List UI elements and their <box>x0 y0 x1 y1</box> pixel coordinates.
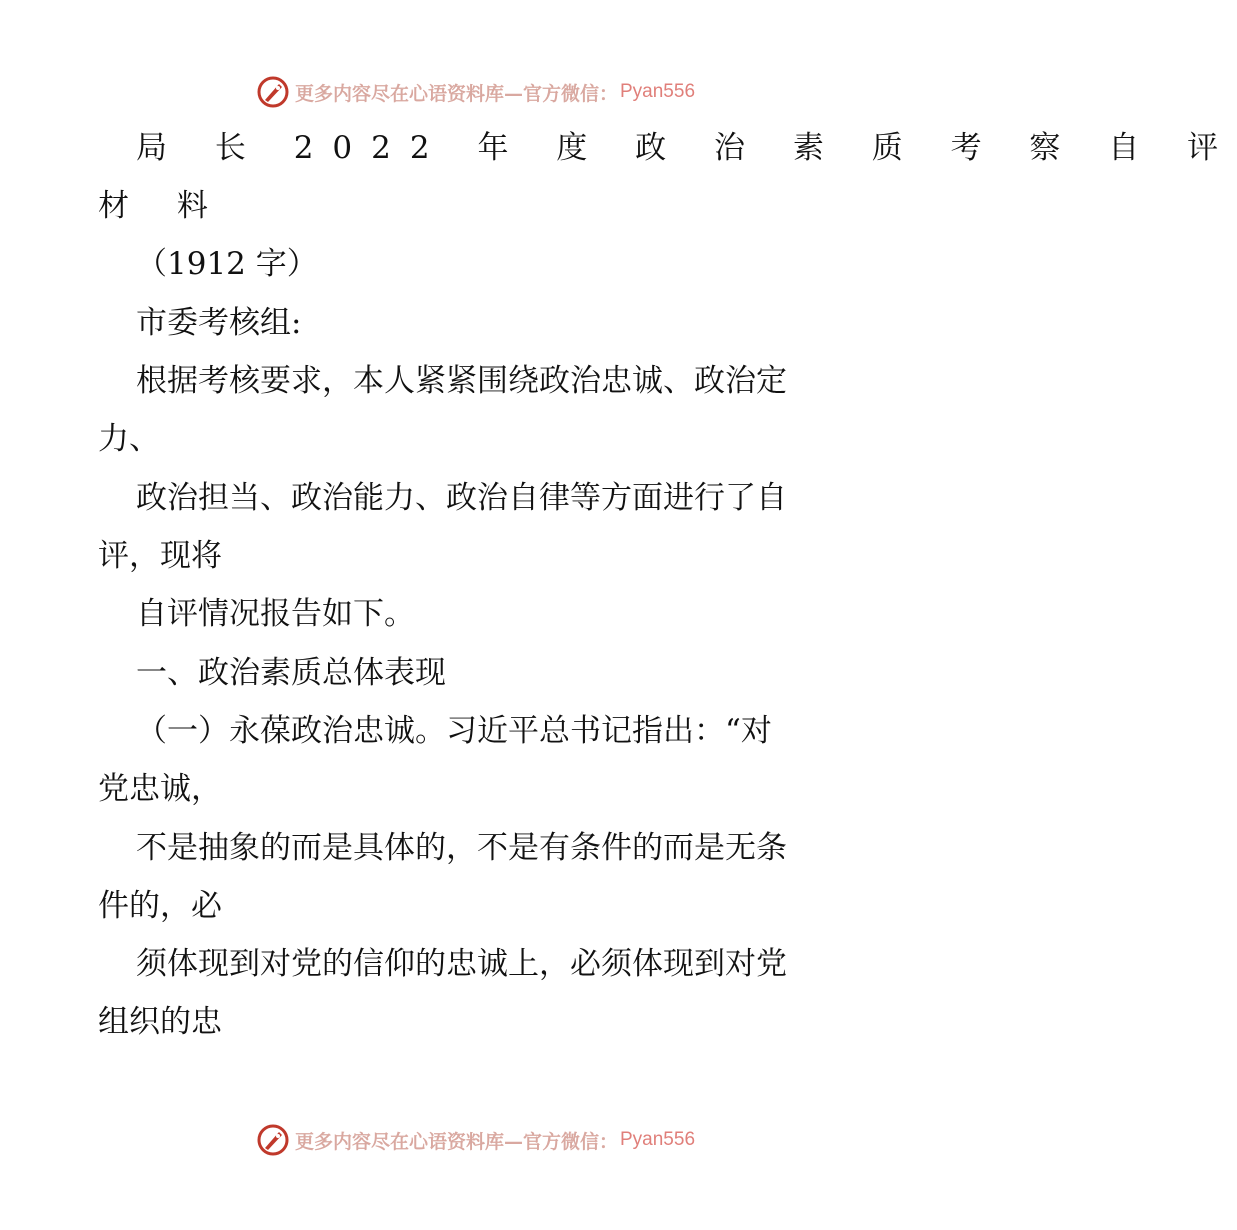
paragraph-line: 须体现到对党的信仰的忠诚上，必须体现到对党 <box>136 946 787 982</box>
document-title-line-2: 材 料 <box>98 188 227 224</box>
pen-nib-logo-icon <box>255 1122 291 1158</box>
watermark-wechat-id: Pyan556 <box>620 1129 696 1150</box>
paragraph-line: 政治担当、政治能力、政治自律等方面进行了自 <box>136 480 787 516</box>
document-title-line-1: 局 长 2022 年 度 政 治 素 质 考 察 自 评 <box>136 130 1237 166</box>
footer-watermark <box>0 1120 950 1160</box>
paragraph-line: （一）永葆政治忠诚。习近平总书记指出：“对 <box>136 713 772 749</box>
paragraph-line: 不是抽象的而是具体的，不是有条件的而是无条 <box>136 830 787 866</box>
paragraph-line: 件的，必 <box>98 888 222 924</box>
paragraph-line: 党忠诚， <box>98 771 222 807</box>
word-count: （1912 字） <box>136 246 318 282</box>
header-watermark <box>0 72 950 112</box>
paragraph-line: 自评情况报告如下。 <box>136 596 415 632</box>
paragraph-line: 评，现将 <box>98 538 222 574</box>
watermark-text: 更多内容尽在心语资料库—官方微信： <box>294 82 618 105</box>
watermark-text: 更多内容尽在心语资料库—官方微信： <box>294 1130 618 1153</box>
salutation: 市委考核组: <box>136 305 302 341</box>
pen-nib-logo-icon <box>255 74 291 110</box>
paragraph-line: 根据考核要求，本人紧紧围绕政治忠诚、政治定 <box>136 363 787 399</box>
paragraph-line: 力、 <box>98 421 160 457</box>
paragraph-line: 组织的忠 <box>98 1004 222 1040</box>
section-heading: 一、政治素质总体表现 <box>136 655 446 691</box>
watermark-wechat-id: Pyan556 <box>620 81 696 102</box>
